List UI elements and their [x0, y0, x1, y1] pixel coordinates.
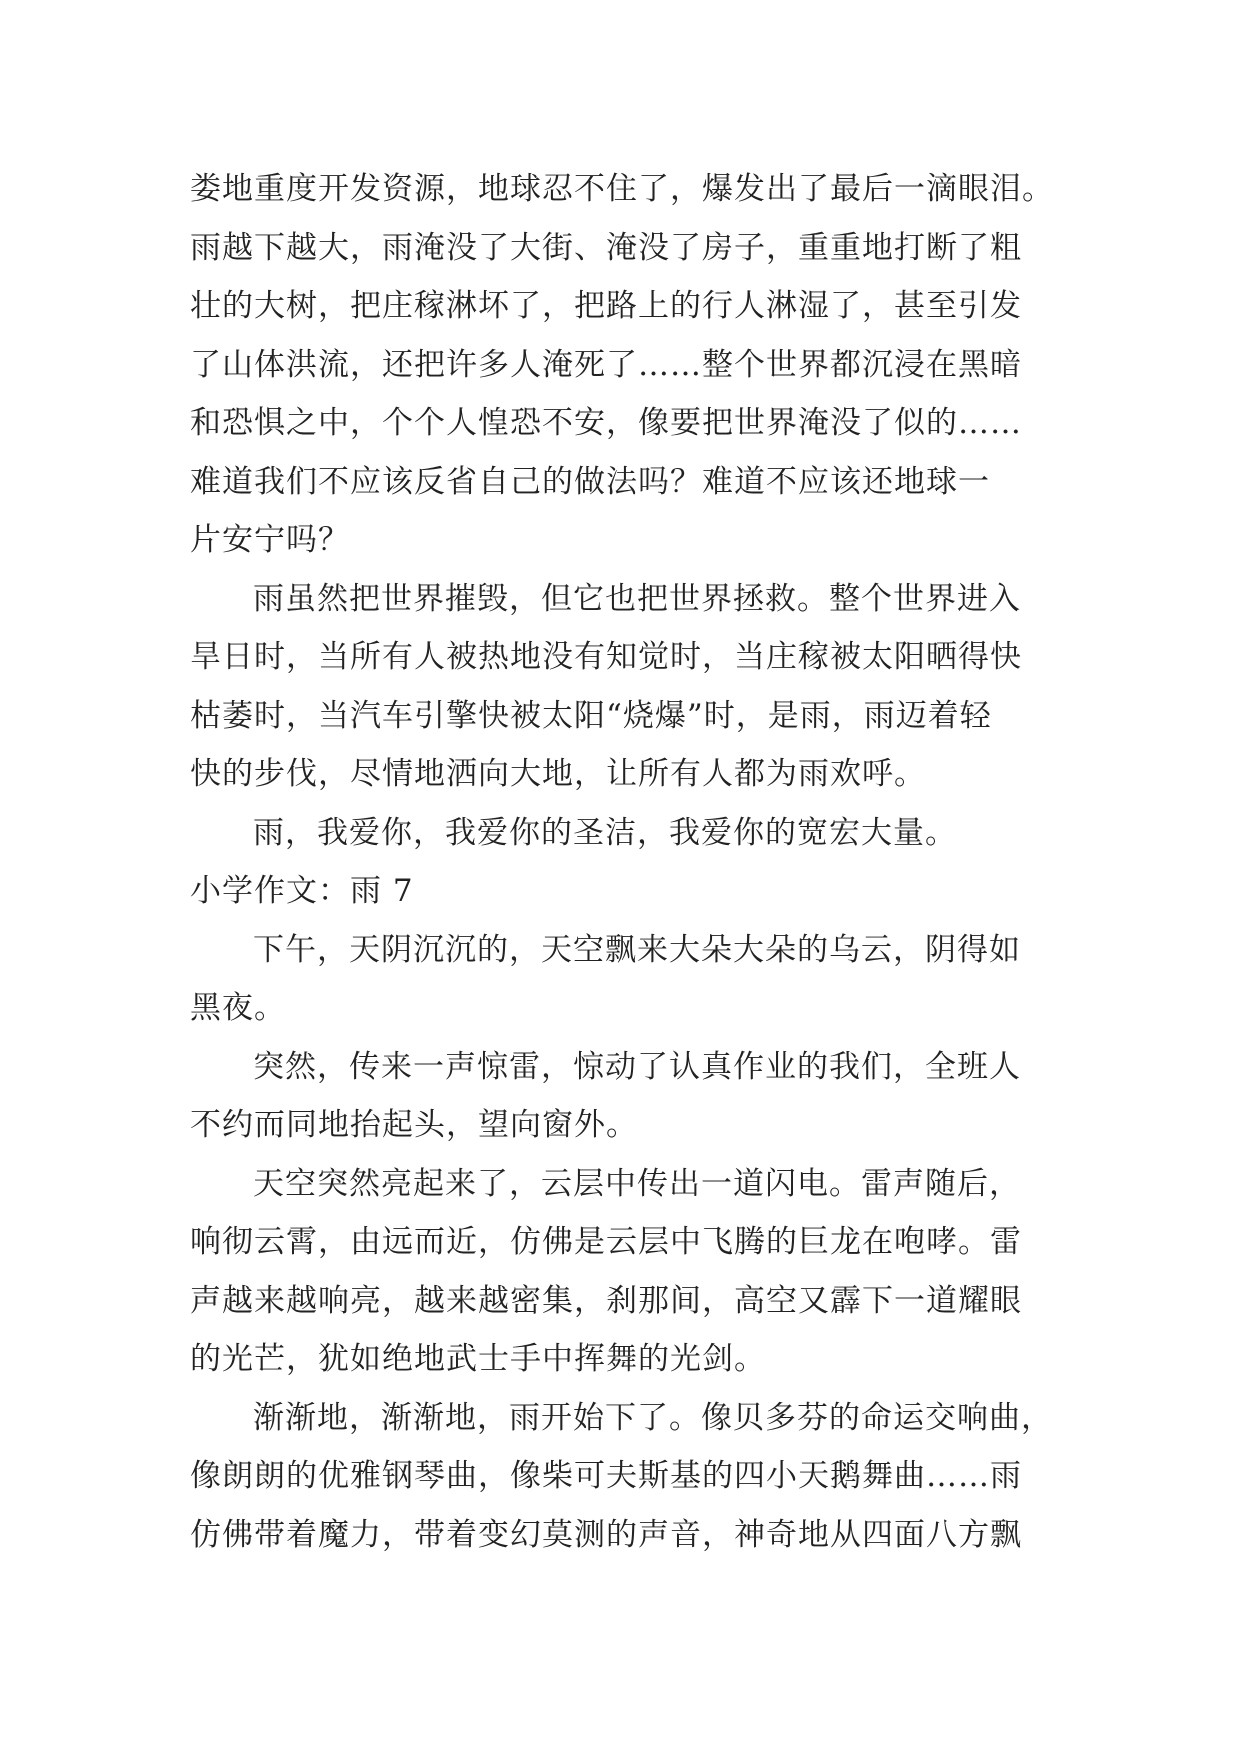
text-line: 难道我们不应该反省自己的做法吗？难道不应该还地球一	[190, 463, 990, 500]
text-line: 娄地重度开发资源，地球忍不住了，爆发出了最后一滴眼泪。	[190, 171, 1054, 207]
text-line: 旱日时，当所有人被热地没有知觉时，当庄稼被太阳晒得快	[190, 639, 1022, 675]
text-line: 和恐惧之中，个个人惶恐不安，像要把世界淹没了似的……	[190, 405, 1022, 441]
text-line: 枯萎时，当汽车引擎快被太阳“烧爆”时，是雨，雨迈着轻	[190, 697, 992, 734]
text-line: 壮的大树，把庄稼淋坏了，把路上的行人淋湿了，甚至引发	[190, 288, 1022, 324]
paragraph-start-line: 渐渐地，渐渐地，雨开始下了。像贝多芬的命运交响曲，	[253, 1399, 1053, 1436]
text-line: 黑夜。	[190, 990, 286, 1026]
text-line: 的光芒，犹如绝地武士手中挥舞的光剑。	[190, 1341, 766, 1377]
text-line: 了山体洪流，还把许多人淹死了……整个世界都沉浸在黑暗	[190, 346, 1022, 383]
paragraph-start-line: 雨虽然把世界摧毁，但它也把世界拯救。整个世界进入	[253, 580, 1021, 617]
text-line: 片安宁吗？	[190, 522, 350, 558]
text-line: 雨越下越大，雨淹没了大街、淹没了房子，重重地打断了粗	[190, 229, 1022, 266]
section-heading: 小学作文：雨 7	[190, 873, 414, 909]
paragraph-start-line: 天空突然亮起来了，云层中传出一道闪电。雷声随后，	[253, 1165, 1021, 1202]
text-line: 快的步伐，尽情地洒向大地，让所有人都为雨欢呼。	[190, 756, 926, 792]
text-line: 不约而同地抬起头，望向窗外。	[190, 1107, 638, 1143]
text-line: 像朗朗的优雅钢琴曲，像柴可夫斯基的四小天鹅舞曲……雨	[190, 1458, 1022, 1494]
text-line: 声越来越响亮，越来越密集，刹那间，高空又霹下一道耀眼	[190, 1282, 1022, 1319]
paragraph-start-line: 下午，天阴沉沉的，天空飘来大朵大朵的乌云，阴得如	[253, 931, 1021, 968]
paragraph-start-line: 突然，传来一声惊雷，惊动了认真作业的我们，全班人	[253, 1048, 1021, 1085]
document-body	[190, 160, 1062, 1564]
text-line: 仿佛带着魔力，带着变幻莫测的声音，神奇地从四面八方飘	[190, 1516, 1022, 1553]
paragraph-start-line: 雨，我爱你，我爱你的圣洁，我爱你的宽宏大量。	[253, 814, 957, 851]
text-line: 响彻云霄，由远而近，仿佛是云层中飞腾的巨龙在咆哮。雷	[190, 1224, 1022, 1260]
